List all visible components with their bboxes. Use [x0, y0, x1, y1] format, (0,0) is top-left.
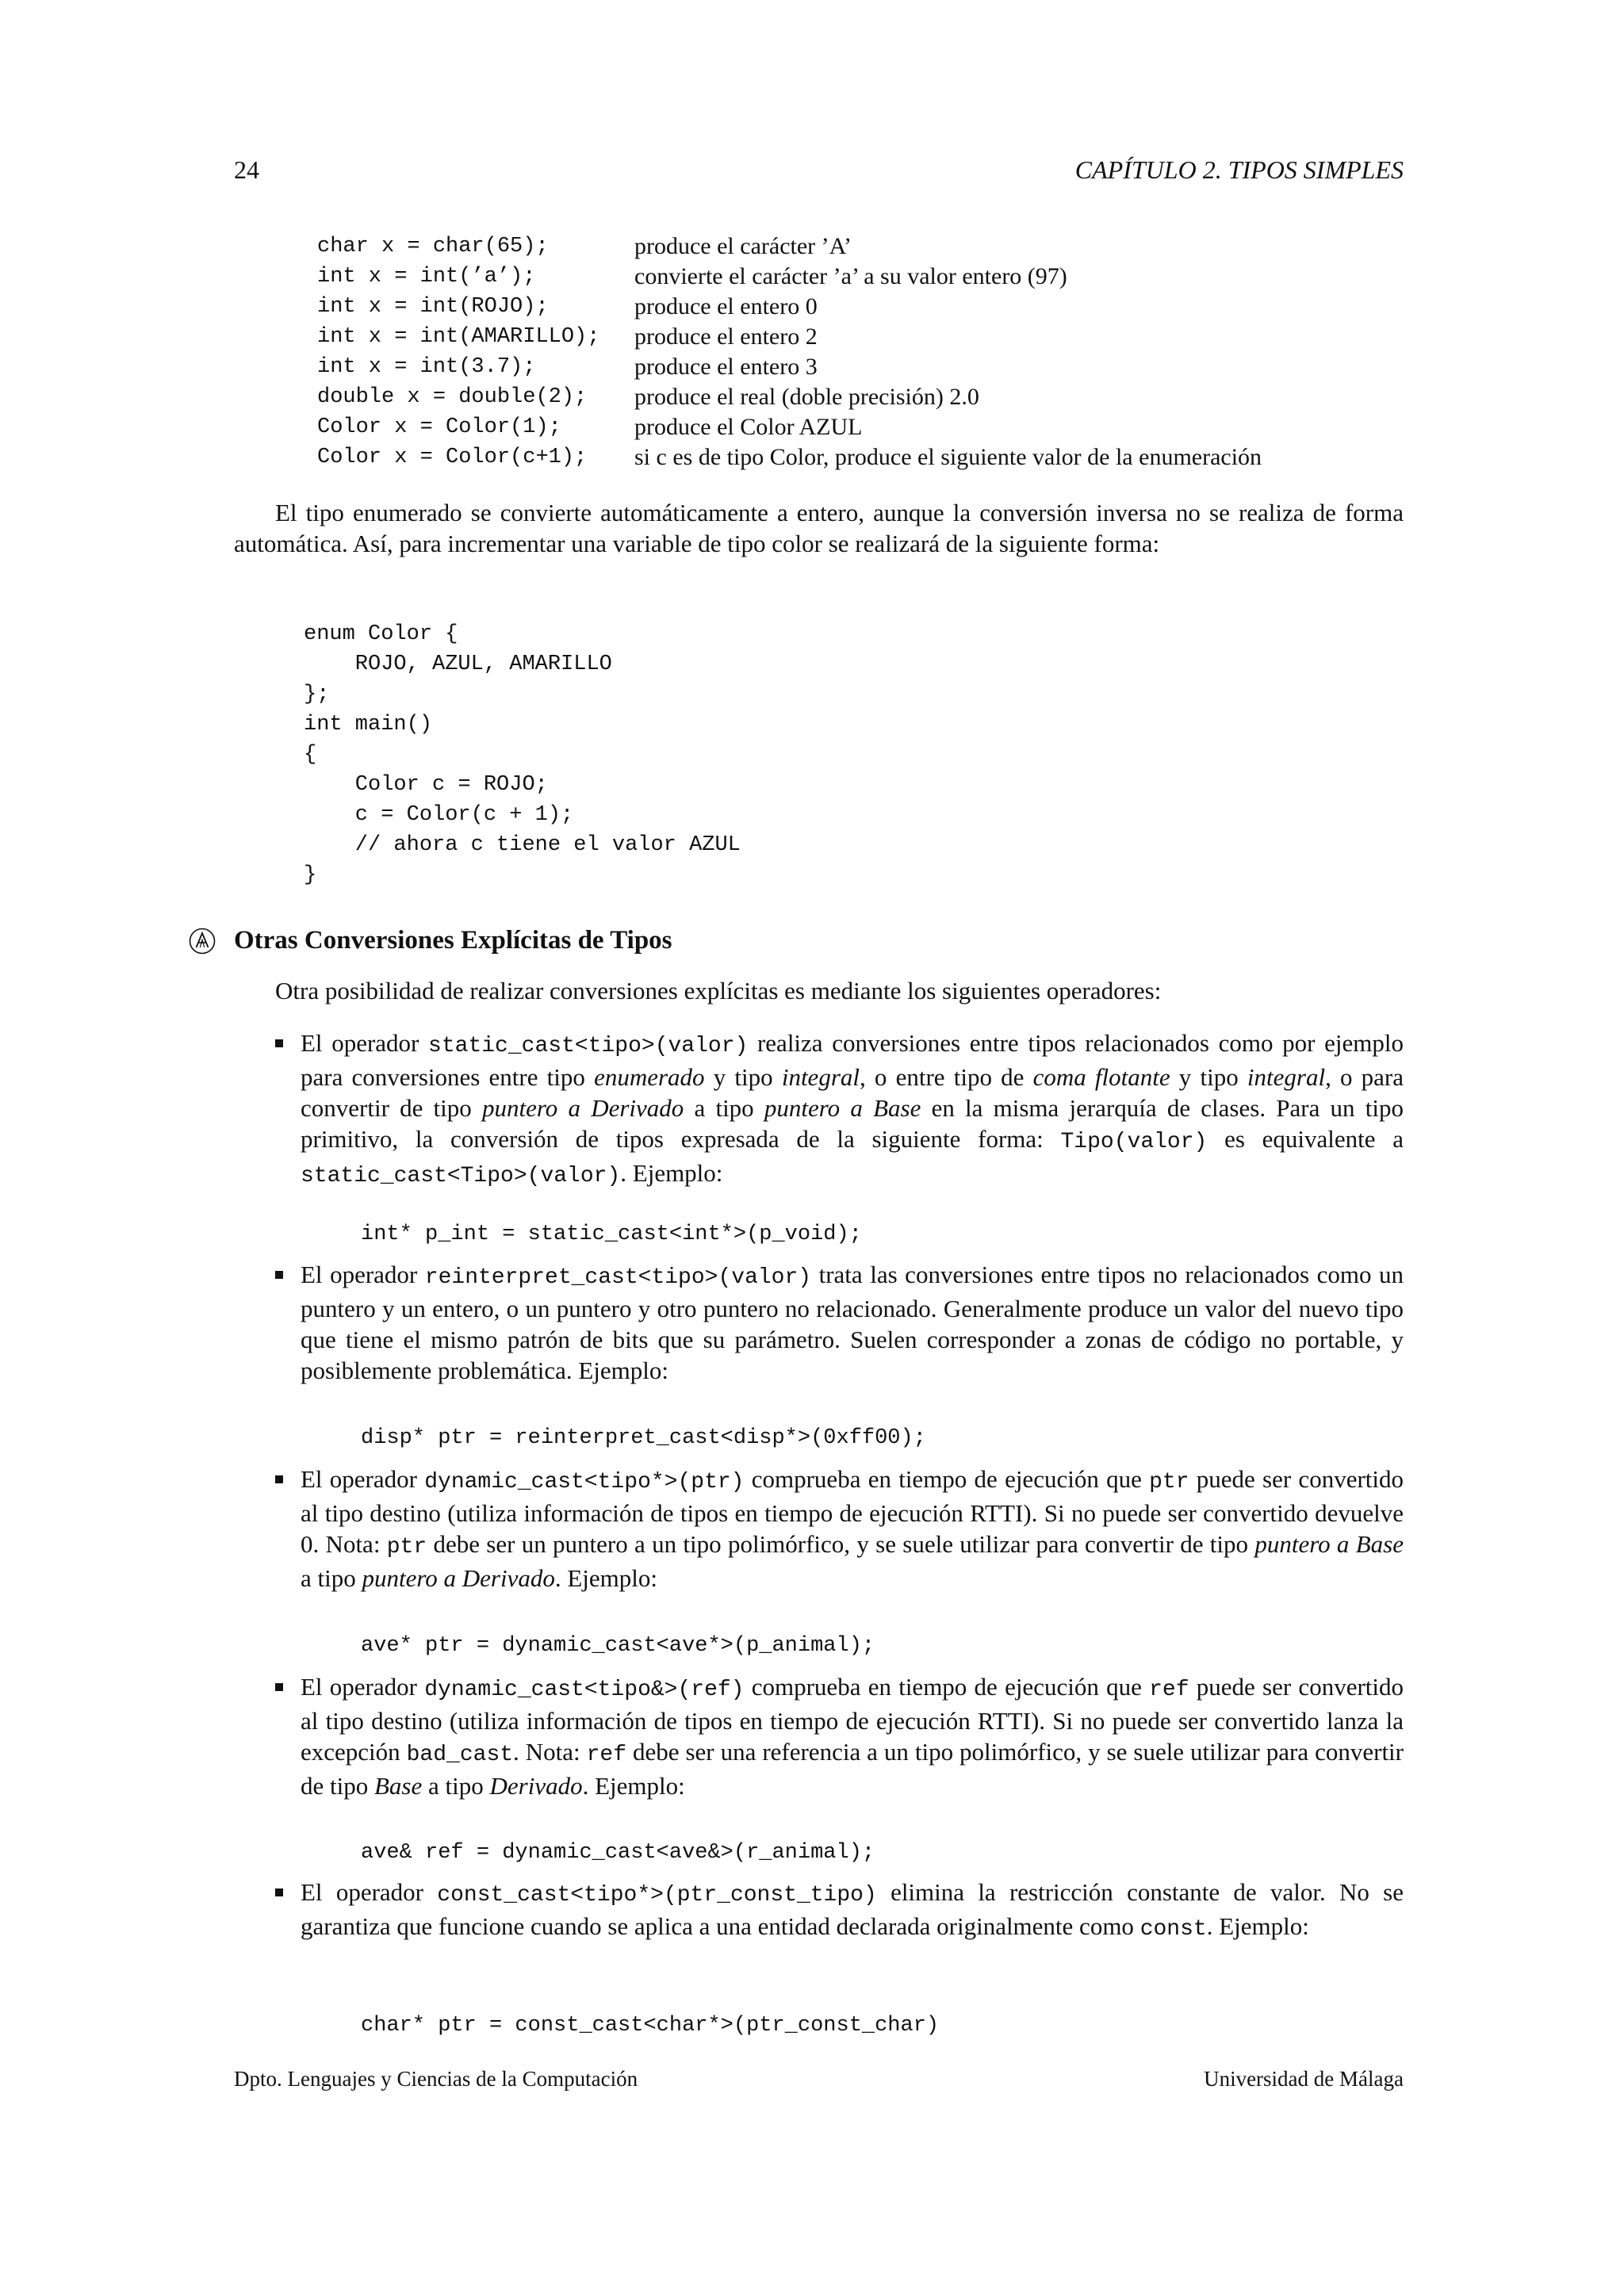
example-code: ave* ptr = dynamic_cast<ave*>(p_animal); [361, 1634, 875, 1658]
emphasis: puntero a Base [764, 1094, 921, 1122]
bullet-marker [275, 1475, 283, 1483]
example-code: ave& ref = dynamic_cast<ave&>(r_animal); [361, 1841, 875, 1865]
conversion-description: convierte el carácter ’a’ a su valor entero (97) [634, 263, 1067, 289]
conversion-description: produce el carácter ’A’ [634, 233, 852, 259]
bullet-item [301, 1027, 1404, 1192]
emphasis: integral [1247, 1063, 1326, 1091]
inline-code: static_cast<tipo>(valor) [428, 1034, 749, 1058]
text-run: comprueba en tiempo de ejecución que [744, 1673, 1150, 1701]
emphasis: integral [781, 1063, 860, 1091]
inline-code: ref [586, 1743, 627, 1767]
enum-code-block: enum Color { ROJO, AZUL, AMARILLO }; int main() { Color c = ROJO; c = Color(c + 1); // ahora c tiene el valor AZUL } [304, 622, 741, 887]
conversion-code: double x = double(2); [317, 385, 588, 409]
text-run: a tipo [422, 1772, 490, 1800]
emphasis: coma flotante [1032, 1063, 1170, 1091]
emphasis: Derivado [489, 1772, 583, 1800]
advanced-a-icon [189, 928, 216, 955]
text-run: El operador [301, 1673, 425, 1701]
chapter-title: CAPÍTULO 2. TIPOS SIMPLES [1074, 155, 1404, 184]
text-run: El operador [301, 1261, 425, 1288]
emphasis: puntero a Derivado [482, 1094, 684, 1122]
conversion-code: int x = int(ROJO); [317, 295, 549, 319]
inline-code: const [1139, 1917, 1207, 1942]
running-header [234, 155, 1404, 187]
emphasis: puntero a Base [1254, 1530, 1404, 1558]
inline-code: bad_cast [406, 1743, 514, 1767]
text-run: , o entre tipo de [860, 1063, 1033, 1091]
inline-code: ptr [386, 1535, 427, 1559]
conversion-row [317, 232, 1262, 262]
paragraph-enum-conversion: El tipo enumerado se convierte automáticamente a entero, aunque la conversión inversa no se realiza de forma automática. Así, para incrementar una variable de tipo color se realizará de la siguiente forma: [234, 499, 1404, 557]
text-run: . Nota: [513, 1738, 587, 1766]
text-run: puede ser convertido al tipo destino (utiliza información de tipos en tiempo de ejecución RTTI). Si no puede ser convertido devuelve 0. Nota: [301, 1465, 1404, 1558]
text-run: El operador [301, 1029, 429, 1057]
text-run: comprueba en tiempo de ejecución que [744, 1465, 1150, 1493]
conversion-row [317, 352, 1262, 382]
conversion-description: si c es de tipo Color, produce el siguiente valor de la enumeración [634, 444, 1262, 470]
conversion-code: int x = int(AMARILLO); [317, 325, 600, 349]
emphasis: Base [374, 1772, 423, 1800]
conversion-code: Color x = Color(c+1); [317, 446, 588, 469]
example-code: int* p_int = static_cast<int*>(p_void); [361, 1223, 862, 1246]
conversion-row [317, 442, 1262, 473]
inline-code: ptr [1149, 1470, 1189, 1494]
page-number: 24 [234, 155, 259, 184]
bullet-marker [275, 1271, 283, 1279]
footer-university: Universidad de Málaga [1204, 2067, 1404, 2091]
example-code: char* ptr = const_cast<char*>(ptr_const_char) [361, 2014, 940, 2038]
conversion-code: Color x = Color(1); [317, 415, 561, 439]
conversion-description: produce el real (doble precisión) 2.0 [634, 384, 979, 410]
text-run: y tipo [1170, 1063, 1247, 1091]
conversion-code: int x = int(3.7); [317, 355, 536, 379]
inline-code: dynamic_cast<tipo&>(ref) [424, 1678, 745, 1702]
emphasis: enumerado [594, 1063, 705, 1091]
inline-code: const_cast<tipo*>(ptr_const_tipo) [437, 1883, 877, 1908]
conversion-description: produce el entero 3 [634, 354, 818, 380]
text-run: El operador [301, 1465, 425, 1493]
conversion-row [317, 322, 1262, 352]
text-run: realiza conversiones entre tipos relacionados como por ejemplo para conversiones entre tipo [301, 1029, 1404, 1091]
conversion-row [317, 412, 1262, 442]
bullet-item [301, 1259, 1404, 1386]
conversion-code: char x = char(65); [317, 235, 549, 258]
inline-code: Tipo(valor) [1060, 1130, 1208, 1154]
inline-code: dynamic_cast<tipo*>(ptr) [424, 1470, 745, 1494]
text-run: debe ser una referencia a un tipo polimórfico, y se suele utilizar para convertir de tipo [301, 1738, 1404, 1800]
page [234, 0, 1404, 2296]
section-lead: Otra posibilidad de realizar conversiones explícitas es mediante los siguientes operadores: [275, 977, 1162, 1004]
text-run: elimina la restricción constante de valor. No se garantiza que funcione cuando se aplica a una entidad declarada originalmente como [301, 1878, 1404, 1940]
text-run: debe ser un puntero a un tipo polimórfico, y se suele utilizar para convertir de tipo [427, 1530, 1255, 1558]
text-run: . Ejemplo: [1206, 1912, 1309, 1940]
bullet-marker [275, 1039, 283, 1047]
text-run: El operador [301, 1878, 438, 1906]
conversion-description: produce el entero 2 [634, 323, 818, 350]
text-run: en la misma jerarquía de clases. Para un tipo primitivo, la conversión de tipos expresada de la siguiente forma: [301, 1094, 1404, 1153]
text-run: . Ejemplo: [582, 1772, 685, 1800]
conversion-table [317, 232, 1262, 473]
bullet-item [301, 1671, 1404, 1801]
emphasis: puntero a Derivado [362, 1564, 555, 1592]
bullet-item [301, 1877, 1404, 1945]
text-run: . Ejemplo: [554, 1564, 658, 1592]
bullet-item [301, 1464, 1404, 1594]
text-run: , o para convertir de tipo [301, 1063, 1404, 1122]
text-run: es equivalente a [1207, 1125, 1404, 1153]
inline-code: static_cast<Tipo>(valor) [301, 1164, 621, 1188]
conversion-row [317, 292, 1262, 322]
conversion-row [317, 262, 1262, 292]
text-run: a tipo [684, 1094, 764, 1122]
inline-code: ref [1149, 1678, 1189, 1702]
footer-department: Dpto. Lenguajes y Ciencias de la Computación [234, 2067, 638, 2091]
text-run: puede ser convertido al tipo destino (utiliza información de tipos en tiempo de ejecución RTTI). Si no puede ser convertido lanza la excepción [301, 1673, 1404, 1766]
text-run: trata las conversiones entre tipos no relacionados como un puntero y un entero, o un puntero y otro puntero no relacionado. Generalmente produce un valor del nuevo tipo que tiene el mismo patrón de bits que su parámetro. Suelen corresponder a zonas de código no portable, y posiblemente problemática. Ejemplo: [301, 1261, 1404, 1384]
text-run: . Ejemplo: [620, 1159, 723, 1187]
text-run: y tipo [704, 1063, 782, 1091]
inline-code: reinterpret_cast<tipo>(valor) [424, 1265, 812, 1290]
text-run: a tipo [301, 1564, 362, 1592]
conversion-code: int x = int(’a’); [317, 265, 536, 289]
section-heading: Otras Conversiones Explícitas de Tipos [234, 926, 672, 955]
bullet-marker [275, 1683, 283, 1691]
conversion-description: produce el Color AZUL [634, 414, 863, 440]
bullet-marker [275, 1888, 283, 1896]
example-code: disp* ptr = reinterpret_cast<disp*>(0xff00); [361, 1426, 926, 1450]
conversion-description: produce el entero 0 [634, 293, 818, 320]
conversion-row [317, 382, 1262, 412]
